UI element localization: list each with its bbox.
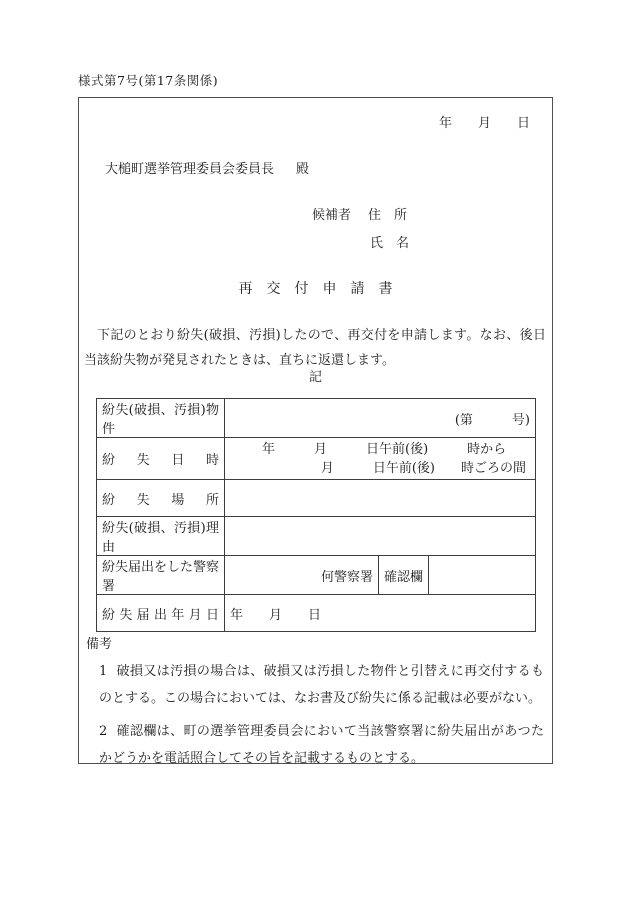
note-1-number: 1	[99, 664, 108, 679]
candidate-address-line	[312, 204, 407, 223]
date-line: 年 月 日	[438, 116, 530, 131]
candidate-label: 候補者	[312, 208, 352, 223]
police-station-cell: 何警察署	[225, 556, 379, 595]
row-label-police-station: 紛失届出をした警察署	[97, 556, 225, 595]
table-row-lost-item	[97, 399, 536, 438]
note-item-1	[99, 658, 544, 712]
row-label-report-date: 紛失届出年月日	[97, 595, 225, 632]
note-item-2	[99, 718, 544, 772]
row-value-loss-datetime	[225, 438, 536, 480]
row-label-lost-item: 紛失(破損、汚損)物件	[97, 399, 225, 438]
row-value-lost-item: (第 号)	[225, 399, 536, 438]
table-row-police-station	[97, 556, 536, 595]
document-border-box	[78, 97, 553, 764]
note-2-text: 確認欄は、町の選挙管理委員会において当該警察署に紛失届出があつたかどうかを電話照合してその旨を記載するものとする。	[99, 724, 544, 766]
row-value-loss-reason	[225, 517, 536, 556]
note-1-text: 破損又は汚損の場合は、破損又は汚損した物件と引替えに再交付するものとする。この場合においては、なお書及び紛失に係る記載は必要がない。	[99, 664, 544, 706]
row-label-loss-place: 紛失場所	[97, 480, 225, 517]
notes-section	[86, 633, 544, 772]
body-paragraph: 下記のとおり紛失(破損、汚損)したので、再交付を申請します。なお、後日当該紛失物が発見されたときは、直ちに返還します。	[84, 328, 546, 368]
confirmation-column-label: 確認欄	[379, 556, 429, 595]
row-label-loss-reason: 紛失(破損、汚損)理由	[97, 517, 225, 556]
notes-heading: 備考	[86, 637, 113, 652]
document-title: 再 交 付 申 請 書	[238, 281, 393, 297]
candidate-name-line	[370, 232, 409, 251]
addressee-name: 大槌町選挙管理委員会委員長	[105, 162, 275, 177]
loss-details-table	[96, 398, 536, 632]
row-value-loss-place	[225, 480, 536, 517]
row-value-report-date: 年 月 日	[225, 595, 536, 632]
row-label-loss-datetime: 紛失日時	[97, 438, 225, 480]
note-2-number: 2	[99, 724, 108, 739]
table-row-loss-place	[97, 480, 536, 517]
record-marker: 記	[308, 370, 322, 385]
datetime-line-2: 月 日午前(後) 時ごろの間	[320, 460, 526, 476]
addressee-line	[105, 158, 309, 177]
table-row-loss-reason	[97, 517, 536, 556]
name-label: 氏 名	[370, 236, 410, 251]
table-row-loss-datetime	[97, 438, 536, 480]
address-label: 住 所	[368, 208, 408, 223]
table-row-report-date	[97, 595, 536, 632]
datetime-line-1: 年 月 日午前(後) 時から	[262, 441, 507, 457]
form-number: 様式第7号(第17条関係)	[78, 73, 219, 88]
confirmation-value-cell	[429, 556, 536, 595]
honorific-label: 殿	[296, 162, 310, 177]
